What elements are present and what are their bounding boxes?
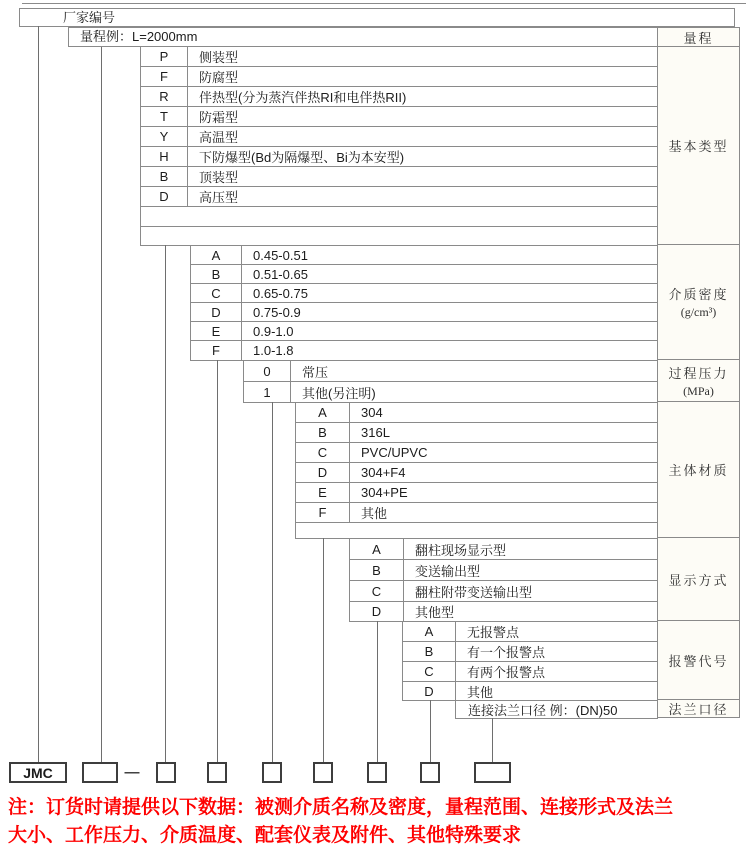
row-desc: 变送输出型 [415, 563, 481, 579]
table-row [296, 503, 657, 523]
connector-line [217, 360, 218, 762]
table-row [403, 662, 657, 682]
row-code: C [403, 662, 456, 681]
row-code: A [403, 622, 456, 641]
row-desc: 1.0-1.8 [253, 343, 294, 358]
category-label-display-mode: 显示方式 [657, 538, 740, 621]
section-basic-type [140, 46, 658, 246]
row-code: F [191, 341, 242, 360]
manufacturer-label: 厂家编号 [63, 10, 116, 25]
top-rule [22, 3, 746, 4]
flange-row-text: 连接法兰口径 例：(DN)50 [468, 703, 618, 718]
connector-line [323, 538, 324, 762]
row-code: D [191, 303, 242, 321]
row-desc: 有一个报警点 [467, 645, 546, 660]
table-row [403, 622, 657, 642]
table-row [141, 147, 657, 167]
table-row [403, 682, 657, 701]
dash-separator: — [124, 764, 140, 781]
row-desc: 高压型 [199, 190, 239, 205]
table-row [456, 701, 657, 719]
model-prefix-box: JMC [9, 762, 67, 783]
table-row [141, 127, 657, 147]
code-box-range [82, 762, 118, 783]
table-row [191, 246, 657, 265]
row-desc: 304+PE [361, 485, 408, 500]
category-label-range: 量程 [657, 27, 740, 47]
code-box-alarm-code [420, 762, 440, 783]
connector-line [492, 718, 493, 762]
row-code: Y [141, 127, 188, 146]
row-desc: 0.65-0.75 [253, 285, 308, 301]
row-code: D [403, 682, 456, 700]
row-code: C [191, 284, 242, 302]
section-flange-size [455, 700, 658, 719]
table-row [403, 642, 657, 662]
row-code: D [350, 602, 404, 621]
row-code: R [141, 87, 188, 106]
order-note-line2: 大小、工作压力、介质温度、配套仪表及附件、其他特殊要求 [8, 825, 522, 845]
range-example-text: 量程例：L=2000mm [80, 29, 198, 44]
row-code: C [350, 581, 404, 601]
category-label-column [657, 27, 740, 718]
table-row [141, 107, 657, 127]
section-process-pressure [243, 360, 658, 403]
connector-line [38, 26, 39, 762]
code-box-process-pressure [262, 762, 282, 783]
table-row [296, 483, 657, 503]
row-code: C [296, 443, 350, 462]
table-row [191, 341, 657, 361]
code-box-flange-size [474, 762, 511, 783]
row-code: B [191, 265, 242, 283]
table-row [141, 67, 657, 87]
row-desc: 翻柱附带变送输出型 [415, 584, 533, 600]
row-desc: 其他(另注明) [302, 385, 376, 401]
row-desc: 其他 [467, 684, 494, 700]
row-code: A [296, 403, 350, 422]
row-desc: 防腐型 [199, 70, 239, 85]
category-label-alarm-code: 报警代号 [657, 621, 740, 700]
row-code: B [350, 560, 404, 580]
code-box-medium-density [207, 762, 227, 783]
category-label-flange-size: 法兰口径 [657, 700, 740, 718]
row-code: E [191, 322, 242, 340]
row-desc: 常压 [302, 364, 329, 380]
order-note [8, 794, 748, 845]
row-code: H [141, 147, 188, 166]
table-row [191, 322, 657, 341]
row-code: B [403, 642, 456, 661]
row-desc: PVC/UPVC [361, 445, 428, 460]
row-code: D [141, 187, 188, 206]
table-row [141, 167, 657, 187]
section-medium-density [190, 245, 658, 361]
connector-line [377, 621, 378, 762]
row-code: T [141, 107, 188, 126]
row-code: F [141, 67, 188, 86]
row-desc: 无报警点 [467, 625, 520, 640]
connector-line [430, 700, 431, 762]
category-label-basic-type: 基本类型 [657, 47, 740, 245]
table-row [296, 403, 657, 423]
empty-row [296, 523, 657, 539]
table-row [350, 560, 657, 581]
row-code: B [296, 423, 350, 442]
section-alarm-code [402, 621, 658, 701]
table-row [191, 265, 657, 284]
row-desc: 304+F4 [361, 465, 406, 480]
code-box-body-material [313, 762, 333, 783]
row-desc: 其他 [361, 506, 388, 521]
row-desc: 0.75-0.9 [253, 304, 301, 320]
table-row [350, 602, 657, 622]
connector-line [272, 402, 273, 762]
table-row [141, 87, 657, 107]
table-row [141, 47, 657, 67]
row-desc: 有两个报警点 [467, 665, 546, 680]
table-row [141, 187, 657, 207]
row-code: B [141, 167, 188, 186]
row-code: 0 [244, 361, 291, 381]
row-code: 1 [244, 382, 291, 402]
code-box-basic-type [156, 762, 176, 783]
category-label-medium-density: 介质密度 (g/cm³) [657, 245, 740, 360]
row-desc: 伴热型(分为蒸汽伴热RI和电伴热RII) [199, 90, 407, 105]
empty-row [141, 207, 657, 227]
row-code: F [296, 503, 350, 522]
row-desc: 0.51-0.65 [253, 266, 308, 282]
row-desc: 0.9-1.0 [253, 323, 294, 339]
table-row [191, 284, 657, 303]
row-desc: 0.45-0.51 [253, 247, 308, 263]
table-row [296, 463, 657, 483]
category-label-process-pressure: 过程压力 (MPa) [657, 360, 740, 402]
row-desc: 顶装型 [199, 170, 239, 185]
row-desc: 304 [361, 405, 383, 420]
row-desc: 高温型 [199, 130, 239, 145]
manufacturer-row [19, 8, 735, 27]
table-row [350, 581, 657, 602]
table-row [296, 443, 657, 463]
connector-line [165, 245, 166, 762]
table-row [350, 539, 657, 560]
row-code: P [141, 47, 188, 66]
row-code: A [350, 539, 404, 559]
connector-line [101, 47, 102, 762]
category-label-body-material: 主体材质 [657, 402, 740, 538]
section-display-mode [349, 538, 658, 622]
row-desc: 其他型 [415, 605, 455, 620]
section-body-material [295, 402, 658, 539]
range-example-row [68, 27, 658, 47]
row-desc: 防霜型 [199, 110, 239, 125]
table-row [191, 303, 657, 322]
row-desc: 翻柱现场显示型 [415, 542, 507, 558]
row-desc: 侧装型 [199, 50, 239, 65]
row-desc: 316L [361, 425, 390, 440]
table-row [244, 361, 657, 382]
code-box-display-mode [367, 762, 387, 783]
table-row [244, 382, 657, 403]
row-code: E [296, 483, 350, 502]
empty-row [141, 227, 657, 246]
order-note-line1: 注：订货时请提供以下数据：被测介质名称及密度，量程范围、连接形式及法兰 [8, 797, 674, 818]
row-desc: 下防爆型(Bd为隔爆型、Bi为本安型) [199, 150, 405, 165]
row-code: A [191, 246, 242, 264]
table-row [296, 423, 657, 443]
row-code: D [296, 463, 350, 482]
